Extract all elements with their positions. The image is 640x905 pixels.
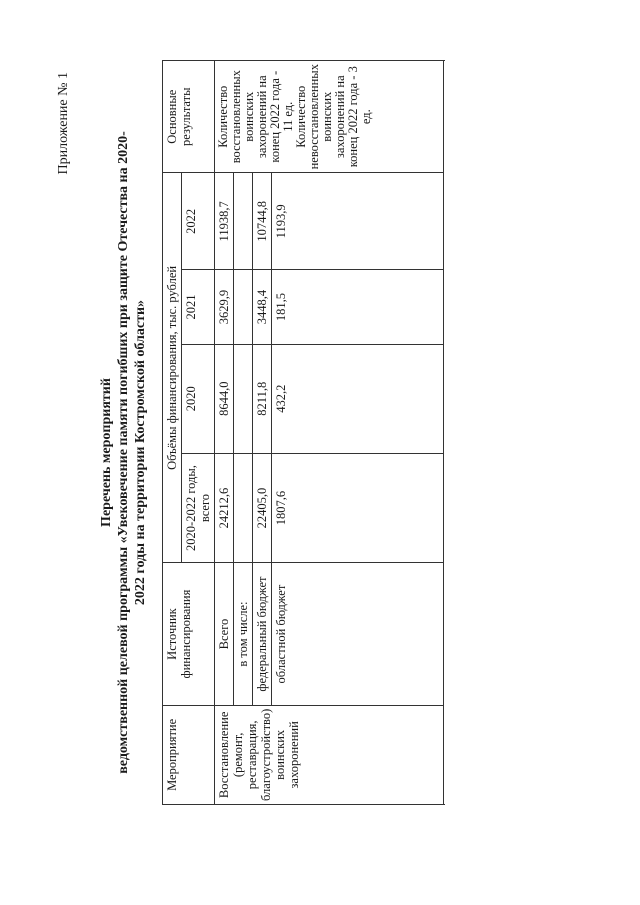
appendix-label: Приложение № 1 bbox=[56, 72, 71, 175]
activities-table bbox=[162, 60, 444, 805]
table-row bbox=[215, 61, 234, 805]
header-total: 2020-2022 годы, всего bbox=[182, 453, 215, 563]
header-results: Основные результаты bbox=[163, 61, 215, 173]
document-title bbox=[98, 0, 149, 905]
header-event: Мероприятие bbox=[163, 705, 215, 804]
title-line-1: Перечень мероприятий bbox=[99, 378, 114, 527]
total-cell: 22405,0 bbox=[253, 453, 272, 563]
table-row bbox=[272, 61, 444, 805]
y2020-cell: 8211,8 bbox=[253, 344, 272, 453]
y2022-cell: 10744,8 bbox=[253, 173, 272, 270]
table-header-row bbox=[163, 61, 182, 805]
table-row bbox=[234, 61, 253, 805]
source-cell: Всего bbox=[215, 563, 234, 705]
title-line-3: 2022 годы на территории Костромской области» bbox=[133, 299, 148, 606]
header-2021: 2021 bbox=[182, 270, 215, 345]
total-cell bbox=[234, 453, 253, 563]
y2021-cell: 3448,4 bbox=[253, 270, 272, 345]
y2022-cell: 1193,9 bbox=[272, 173, 444, 270]
total-cell: 24212,6 bbox=[215, 453, 234, 563]
y2021-cell bbox=[234, 270, 253, 345]
total-cell: 1807,6 bbox=[272, 453, 444, 563]
header-2020: 2020 bbox=[182, 344, 215, 453]
y2022-cell bbox=[234, 173, 253, 270]
y2020-cell: 8644,0 bbox=[215, 344, 234, 453]
title-line-2: ведомственной целевой программы «Увековечение памяти погибших при защите Отечества на 2020- bbox=[116, 131, 131, 774]
source-cell: областной бюджет bbox=[272, 563, 444, 705]
source-cell: в том числе: bbox=[234, 563, 253, 705]
table-row bbox=[253, 61, 272, 805]
y2022-cell: 11938,7 bbox=[215, 173, 234, 270]
header-2022: 2022 bbox=[182, 173, 215, 270]
results-cell bbox=[215, 61, 444, 173]
y2021-cell: 181,5 bbox=[272, 270, 444, 345]
result-unrestored: Количество невосстановленных воинских захоронений на конец 2022 года - 3 ед. bbox=[294, 64, 373, 170]
source-cell: федеральный бюджет bbox=[253, 563, 272, 705]
result-restored: Количество восстановленных воинских захоронений на конец 2022 года - 11 ед. bbox=[216, 70, 295, 164]
event-cell: Восстановление (ремонт, реставрация, благоустройство) воинских захоронений bbox=[215, 705, 444, 804]
y2020-cell: 432,2 bbox=[272, 344, 444, 453]
header-funding: Объёмы финансирования, тыс. рублей bbox=[163, 173, 182, 563]
y2021-cell: 3629,9 bbox=[215, 270, 234, 345]
header-source: Источник финансирования bbox=[163, 563, 215, 705]
y2020-cell bbox=[234, 344, 253, 453]
